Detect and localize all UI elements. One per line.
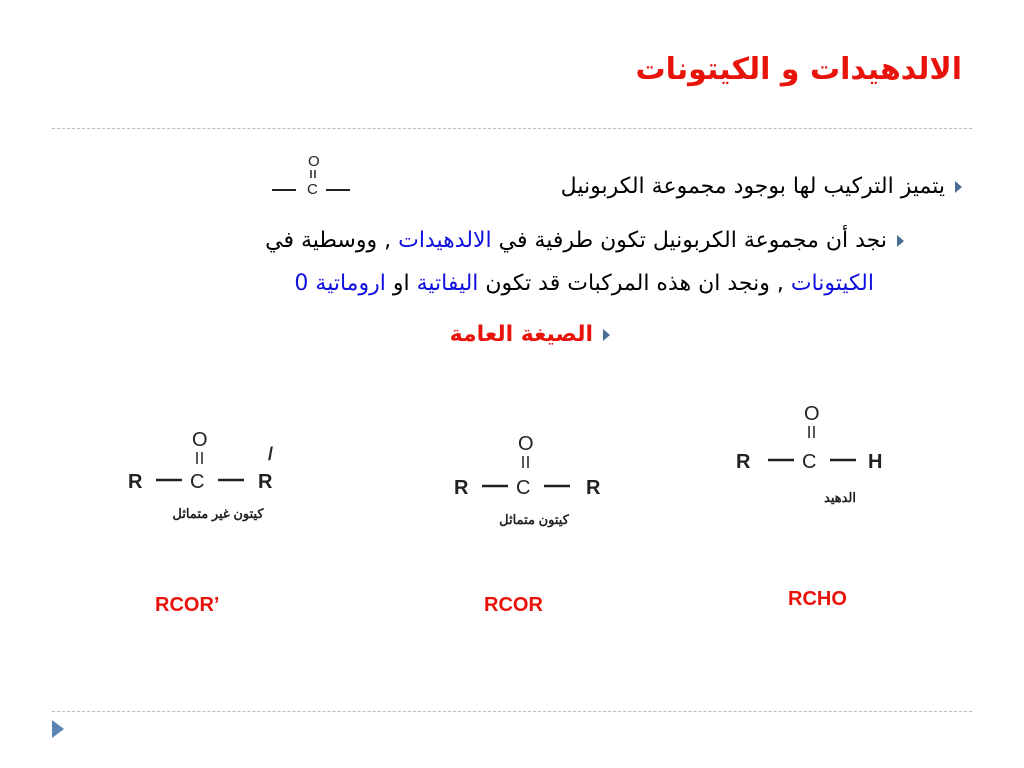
sym-ketone-c: C <box>516 477 531 499</box>
bullet-carbonyl-position-line2 <box>114 265 874 303</box>
aldehyde-c: C <box>802 451 817 473</box>
bullet-carbonyl-position <box>144 222 904 260</box>
unsym-ketone-c: C <box>190 471 205 493</box>
term-aromatic: اروماتية 0 <box>294 271 386 296</box>
bullet2-text-2: , ووسطية في <box>265 228 399 253</box>
sym-ketone-o: O <box>518 433 534 455</box>
bullet-arrow-icon <box>955 181 962 193</box>
top-divider <box>52 128 972 129</box>
symmetric-ketone-structure <box>448 428 618 538</box>
slide-title: الالدهيدات و الكيتونات <box>635 52 962 87</box>
aldehyde-o: O <box>804 403 820 425</box>
sym-ketone-r1: R <box>454 477 469 499</box>
aldehyde-r: R <box>736 451 751 473</box>
term-ketones: الكيتونات <box>790 271 874 296</box>
next-slide-arrow-icon[interactable] <box>52 720 64 738</box>
unsym-ketone-prime: / <box>268 444 274 464</box>
unsym-ketone-label: كيتون غير متماثل <box>172 506 264 521</box>
term-aliphatic: اليفاتية <box>416 271 479 296</box>
bullet-general-formula <box>450 316 610 354</box>
carbonyl-group-diagram <box>264 150 360 202</box>
bullet1-text: يتميز التركيب لها بوجود مجموعة الكربونيل <box>560 174 945 199</box>
bullet2-text-4: او <box>385 271 417 296</box>
bullet2-text-1: نجد أن مجموعة الكربونيل تكون طرفية في <box>491 228 887 253</box>
unsymmetric-ketone-structure <box>122 424 312 534</box>
carbonyl-o: O <box>308 153 320 170</box>
aldehyde-label: الدهيد <box>824 490 856 505</box>
sym-ketone-label: كيتون متماثل <box>499 512 569 527</box>
unsym-ketone-formula: RCOR’ <box>155 594 220 616</box>
unsym-ketone-o: O <box>192 429 208 451</box>
unsym-ketone-r2: R <box>258 471 273 493</box>
sym-ketone-formula: RCOR <box>484 594 543 616</box>
bullet-arrow-icon <box>603 329 610 341</box>
unsym-ketone-r1: R <box>128 471 143 493</box>
bottom-divider <box>52 711 972 712</box>
sym-ketone-r2: R <box>586 477 601 499</box>
aldehyde-structure <box>728 398 898 508</box>
term-aldehydes: الالدهيدات <box>398 228 492 253</box>
aldehyde-formula: RCHO <box>788 588 847 610</box>
bullet-carbonyl-intro <box>561 168 962 206</box>
bullet3-text: الصيغة العامة <box>449 322 593 347</box>
bullet2-text-3: , ونجد ان هذه المركبات قد تكون <box>478 271 791 296</box>
bullet-arrow-icon <box>897 235 904 247</box>
aldehyde-h: H <box>868 451 883 473</box>
carbonyl-c: C <box>307 181 318 198</box>
